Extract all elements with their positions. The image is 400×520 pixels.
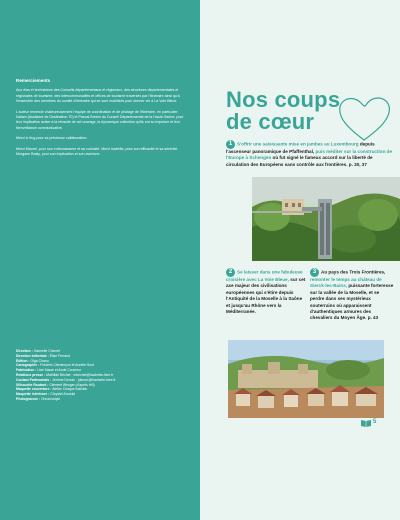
acknowledgements-paragraph: L'auteur remercie chaleureusement l'équipe de coordination et de pilotage de l'itinéraire, en particulier Naïam (Assistant de Destination 70) et Pascal Breton du Conseil Départemental de la Haute-Saône, pour leur implication active à la réussite de cet ouvrage, la dynamique collective qu'ils ont su impulser et leur bienveillance communicative.: [16, 109, 184, 130]
credit-row: Maquette intérieure : Chrystel Arnould: [16, 392, 76, 397]
item-number-badge: 1: [226, 140, 235, 149]
item-number-badge: 3: [310, 268, 319, 277]
credit-row: Direction : Gabrielle Chemel: [16, 349, 60, 353]
highlight-item-3: 3 Au pays des Trois Frontières, remonter le temps au château de Sierck-les-Bains, puissante forteresse sur la vallée de la Moselle, et se perdre dans ses mystérieux souterrains où apparaissent d'authentiques armures des chevaliers du Moyen Âge. p. 43: [310, 269, 394, 321]
acknowledgements: [16, 78, 188, 162]
photo-pfaffenthal-lift: [252, 177, 400, 261]
highlight-item-1: 1 S'offrir une saisissante mise en jambes au Luxembourg depuis l'ascenseur panoramique de Pfaffenthal, puis méditer sur la construction de l'Europe à Schengen où fut signé le fameux accord sur la liberté de circulation des Européens sans contrôle aux frontières. p. 30, 37: [226, 141, 393, 167]
credit-row: Direction éditoriale : Élise Ferrand: [16, 353, 70, 358]
acknowledgements-heading: Remerciements: [16, 78, 51, 83]
page-number: 5: [373, 419, 377, 425]
acknowledgements-paragraph: Merci Maurel, pour son enthousiasme et sa curiosité. Merci Isabelle, pour son efficacité et sa sérénité. Morgane Basly, pour son implication et son aventure.: [16, 146, 179, 157]
credit-row: Relations presse : Mathilde Béchet · mbechet@hachette-livre.fr: [16, 372, 114, 377]
credit-row: Contact Partenariats : Jérôme Denoix · jdenoix@hachette-livre.fr: [16, 377, 116, 382]
credit-row: Photogravure : Chromostyle: [16, 396, 61, 401]
page-title: [226, 89, 340, 133]
credit-row: Édition : Olga Chanu: [16, 358, 49, 363]
book-icon: [360, 419, 372, 427]
highlight-item-2: 2 Se laisser dans une fabuleuse croisière avec La Voie Bleue, sur cet axe majeur des civilisations européennes qui s'étire depuis l'Antiquité de la Moselle à la Saône et jusqu'au Rhône vers la Méditerranée.: [226, 269, 306, 315]
credit-row: Cartographie : Frédéric Clémençon et Aurélie Huot: [16, 363, 94, 368]
acknowledgements-paragraph: Merci à Hug pour sa précieuse collaboration.: [16, 136, 88, 141]
photo-sierck-castle: [228, 340, 384, 418]
title-line: de cœur: [226, 109, 315, 134]
credits: [16, 349, 188, 402]
heart-icon: [334, 92, 394, 144]
title-line: Nos coups: [226, 87, 341, 112]
right-page: [200, 0, 400, 520]
acknowledgements-paragraph: Aux élus et techniciens des Conseils départementaux et régionaux, des structures départementales et régionales de tourisme, des intercommunalités et offices de tourisme traversés par l'itinéraire ainsi qu'à l'ensemble des membres du comité d'itinéraire qui se sont mobilisés pour donner vie à La Voie Bleue.: [16, 88, 180, 104]
credit-row: Maquette couverture : Atelier Chaque Individu: [16, 387, 88, 392]
item-number-badge: 2: [226, 268, 235, 277]
credit-row: Fabrication : Lise Sasse et Aude Couvreur: [16, 368, 82, 373]
credit-row: Silhouette Routard : Clément Wenger (d'après Hill): [16, 382, 95, 387]
